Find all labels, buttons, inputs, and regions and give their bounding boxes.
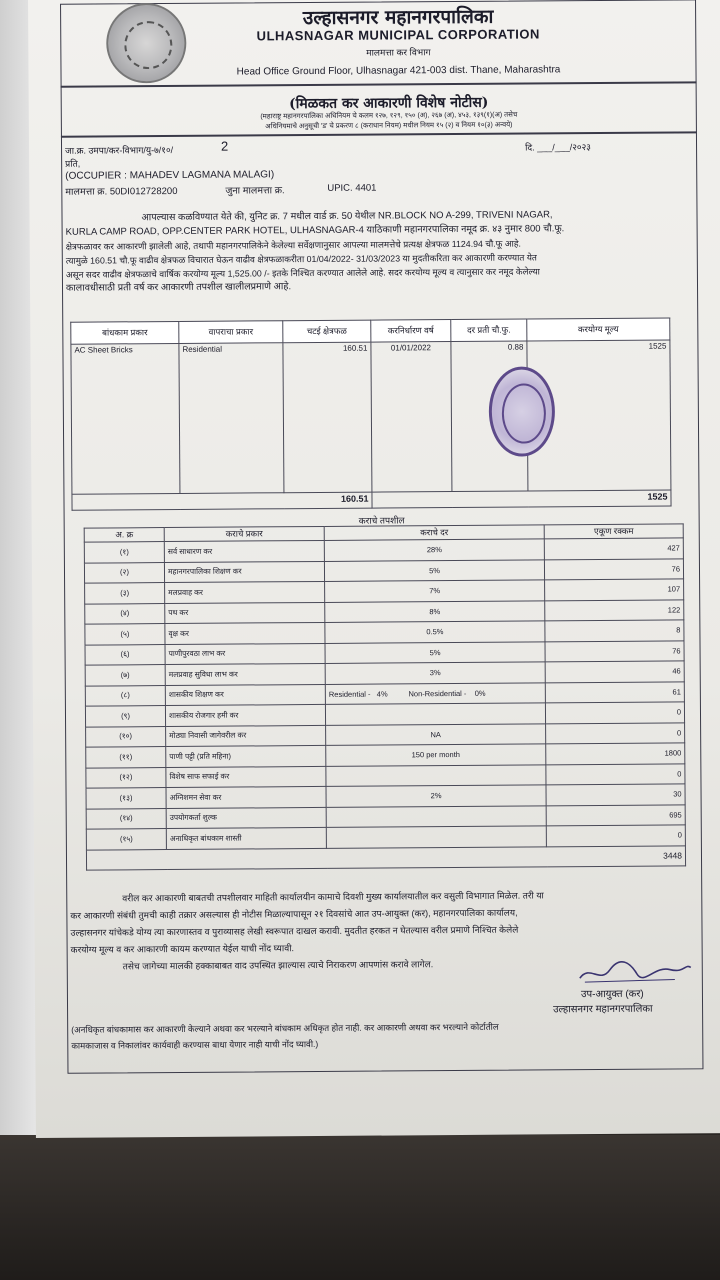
tax-grand-total: 3448 xyxy=(86,845,685,870)
row-tax-name: शासकीय शिक्षण कर xyxy=(165,684,325,706)
footer-line-2: कर आकारणी संबंधी तुमची काही तक्रार असल्यास ही नोटीस मिळाल्यापासून २१ दिवसांचे आत उप-आयुक्त (कर), महानगरपालिका कार्यालय, xyxy=(70,907,518,921)
row-rate xyxy=(325,703,545,725)
notice-title: (मिळकत कर आकारणी विशेष नोटीस) xyxy=(289,94,489,113)
row-tax-name: अग्निशमन सेवा कर xyxy=(166,786,326,808)
cell-carpet-area: 160.51 xyxy=(283,342,372,493)
col-tax-rate: कराचे दर xyxy=(324,525,544,541)
row-amount: 0 xyxy=(546,825,685,846)
row-amount: 30 xyxy=(546,784,685,805)
cell-taxable-value: 1525 xyxy=(527,340,671,491)
row-no: (१५) xyxy=(86,829,166,850)
tax-table-total-row xyxy=(86,845,685,870)
row-rate: 28% xyxy=(324,539,544,561)
to-label: प्रति, xyxy=(65,158,81,169)
row-tax-name: सर्व साधारण कर xyxy=(164,540,324,562)
row-amount: 8 xyxy=(545,620,684,641)
row-tax-name: महानगरपालिका शिक्षण कर xyxy=(164,561,324,583)
row-no: (९) xyxy=(85,706,165,727)
row-amount: 1800 xyxy=(546,743,685,764)
department-name: मालमत्ता कर विभाग xyxy=(366,47,431,58)
footer-line-5: तसेच जागेच्या मालकी हक्काबाबत वाद उपस्थित झाल्यास त्याचे निराकरण आपणांस करावे लागेल. xyxy=(122,959,434,972)
property-number: मालमत्ता क्र. 50DI012728200 xyxy=(65,185,178,198)
row-tax-name: विशेष साफ सफाई कर xyxy=(166,766,326,788)
col-total-amount: एकूण रक्कम xyxy=(544,524,683,539)
row-rate: 150 per month xyxy=(326,744,546,766)
row-tax-name: मलप्रवाह सुविधा लाभ कर xyxy=(165,663,325,685)
old-property-number-label: जुना मालमत्ता क्र. xyxy=(225,185,285,197)
corporation-emblem-icon xyxy=(106,3,187,84)
row-tax-name: मलप्रवाह कर xyxy=(165,581,325,603)
row-tax-name: पाणी पट्टी (प्रति महिना) xyxy=(166,745,326,767)
paragraph-line-1: आपल्यास कळविण्यात येते की, युनिट क्र. 7 मधील वार्ड क्र. 50 येथील NR.BLOCK NO A-299, TRIVENI NAGAR, xyxy=(141,209,553,224)
row-no: (३) xyxy=(85,583,165,604)
paragraph-line-2: KURLA CAMP ROAD, OPP.CENTER PARK HOTEL, ULHASNAGAR-4 याठिकाणी महानगरपालिका नमूद क्र. ४३ नुमार 800 चौ.फू. xyxy=(65,223,565,238)
footer-line-3: उल्हासनगर यांचेकडे योग्य त्या कारणास्तव व पुराव्यासह लेखी स्वरूपात दाखल करावी. मुदतीत हरकत न घेतल्यास वरील प्रमाणे निश्चित केलेले xyxy=(70,924,519,938)
row-no: (६) xyxy=(85,644,165,665)
deputy-commissioner-signature-icon xyxy=(575,955,695,986)
upic-number: UPIC. 4401 xyxy=(327,182,377,194)
total-taxable-value: 1525 xyxy=(372,490,671,508)
row-tax-name: उपयोगकर्ता शुल्क xyxy=(166,807,326,829)
property-assessment-table xyxy=(70,318,671,511)
row-rate: 3% xyxy=(325,662,545,684)
cell-construction-type: AC Sheet Bricks xyxy=(71,343,180,494)
disclaimer-line-1: (अनधिकृत बांधकामास कर आकारणी केल्याने अथवा कर भरल्याने बांधकाम अधिकृत होत नाही. कर आकारणी अथवा कर भरल्याने कोर्टातील xyxy=(71,1021,499,1035)
row-rate: 5% xyxy=(325,641,545,663)
row-rate xyxy=(326,764,546,786)
row-rate xyxy=(326,805,546,827)
col-assessment-year: करनिर्धारण वर्ष xyxy=(371,320,451,343)
cell-assessment-year: 01/01/2022 xyxy=(371,342,452,493)
notice-subtitle-1: (महाराष्ट्र महानगरपालिका अधिनियम चे कलम १२७, १२९, १५० (अ), २६७ (अ), ४५३, १३९(१)(अ) तसेच xyxy=(260,111,518,121)
paragraph-line-4: त्यामुळे 160.51 चौ.फू वाढीव क्षेत्रफळ विचारात घेऊन वाढीव क्षेत्रफळाकरीता 01/04/2022- 31/03/2023 या मुदतीकरिता कर आकारणी करण्यात येत xyxy=(65,252,537,266)
head-office-address: Head Office Ground Floor, Ulhasnagar 421-003 dist. Thane, Maharashtra xyxy=(236,64,561,78)
row-rate: 7% xyxy=(325,580,545,602)
row-tax-name: शासकीय रोजगार हमी कर xyxy=(165,704,325,726)
row-amount: 76 xyxy=(545,640,684,661)
org-name-english: ULHASNAGAR MUNICIPAL CORPORATION xyxy=(256,26,540,44)
row-no: (५) xyxy=(85,624,165,645)
row-rate xyxy=(326,826,546,848)
row-no: (११) xyxy=(86,747,166,768)
row-rate: 0.5% xyxy=(325,621,545,643)
row-no: (८) xyxy=(85,685,165,706)
row-no: (४) xyxy=(85,603,165,624)
row-amount: 695 xyxy=(546,804,685,825)
row-amount: 427 xyxy=(544,538,683,559)
row-tax-name: अनाधिकृत बांधकाम शास्ती xyxy=(166,827,326,849)
row-amount: 0 xyxy=(545,702,684,723)
paragraph-line-6: कालावधीसाठी प्रती वर्ष कर आकारणी तपशील खालीलप्रमाणे आहे. xyxy=(65,281,292,294)
signatory-title: उप-आयुक्त (कर) xyxy=(580,988,644,1001)
col-tax-type: कराचे प्रकार xyxy=(164,526,324,541)
row-rate: 5% xyxy=(324,559,544,581)
row-no: (१४) xyxy=(86,808,166,829)
row-rate: Residential - 4% Non-Residential - 0% xyxy=(325,682,545,704)
paragraph-line-5: असून सदर वाढीव क्षेत्रफळाचे वार्षिक करयोग्य मूल्य 1,525.00 /- इतके निश्चित करण्यात आलेले आहे. सदर करयोग्य मूल्य व त्यानुसार कर नमूद केलेल्या xyxy=(65,266,540,280)
table-row xyxy=(71,340,671,494)
row-no: (१) xyxy=(84,542,164,563)
notice-date: दि. ___/___/२०२३ xyxy=(525,142,591,153)
row-no: (१२) xyxy=(86,767,166,788)
cell-rate-per-sqft: 0.88 xyxy=(451,341,528,492)
cell-usage-type: Residential xyxy=(179,343,284,494)
paragraph-line-3: क्षेत्रफळावर कर आकारणी झालेली आहे, तथापी महानगरपालिकेने केलेल्या सर्वेक्षणानुसार आपल्या मालमत्तेचे प्रत्यक्ष क्षेत्रफळ 1124.94 चौ.फू आहे. xyxy=(65,238,522,252)
footer-line-4: करयोग्य मूल्य व कर आकारणी कायम करण्यात येईल याची नोंद घ्यावी. xyxy=(70,943,295,955)
row-tax-name: वृक्ष कर xyxy=(165,622,325,644)
row-rate: 8% xyxy=(325,600,545,622)
background-floor xyxy=(0,1135,720,1280)
row-no: (१३) xyxy=(86,788,166,809)
row-amount: 76 xyxy=(544,558,683,579)
row-no: (२) xyxy=(84,562,164,583)
notice-subtitle-2: अधिनियमाचे अनुसूची 'ड' चे प्रकरण ८ (कराधान नियम) मधील नियम १५ (२) व नियम १०(३) अन्वये) xyxy=(265,121,513,131)
official-seal-stamp-icon xyxy=(489,366,556,456)
row-amount: 61 xyxy=(545,681,684,702)
disclaimer-line-2: कामकाजास व निकालांवर कार्यवाही करण्यास बाधा येणार नाही याची नोंद घ्यावी.) xyxy=(71,1038,319,1051)
col-usage-type: वापराचा प्रकार xyxy=(179,321,283,344)
row-amount: 122 xyxy=(545,599,684,620)
row-tax-name: पाणीपुरवठा लाभ कर xyxy=(165,643,325,665)
tax-details-caption: कराचे तपशील xyxy=(358,515,405,526)
tax-details-table xyxy=(84,523,686,870)
total-carpet-area: 160.51 xyxy=(72,492,372,510)
row-tax-name: मोठ्या निवासी जागेवरील कर xyxy=(166,725,326,747)
row-rate: 2% xyxy=(326,785,546,807)
footer-line-1: वरील कर आकारणी बाबतची तपशीलवार माहिती कार्यालयीन कामाचे दिवशी मुख्य कार्यालयातील कर वसुली विभागात मिळेल. तरी या xyxy=(122,890,544,904)
col-carpet-area: चटई क्षेत्रफळ xyxy=(283,320,371,343)
col-taxable-value: करयोग्य मूल्य xyxy=(527,318,670,341)
reference-number-handwritten: 2 xyxy=(220,138,229,154)
row-tax-name: पथ कर xyxy=(165,602,325,624)
row-rate: NA xyxy=(326,723,546,745)
reference-number-label: जा.क्र. उमपा/कर-विभाग/यु-७/१०/ xyxy=(65,144,174,156)
row-no: (७) xyxy=(85,665,165,686)
org-name-marathi: उल्हासनगर महानगरपालिका xyxy=(302,5,494,30)
notice-paper xyxy=(28,0,720,1138)
row-amount: 0 xyxy=(546,763,685,784)
row-amount: 107 xyxy=(545,579,684,600)
col-serial-no: अ. क्र xyxy=(84,528,164,543)
signatory-organization: उल्हासनगर महानगरपालिका xyxy=(553,1003,653,1016)
col-rate-per-sqft: दर प्रती चौ.फु. xyxy=(451,319,527,342)
row-amount: 0 xyxy=(546,722,685,743)
row-no: (१०) xyxy=(86,726,166,747)
row-amount: 46 xyxy=(545,661,684,682)
col-construction-type: बांधकाम प्रकार xyxy=(71,321,179,344)
occupier-name: (OCCUPIER : MAHADEV LAGMANA MALAGI) xyxy=(65,169,275,182)
